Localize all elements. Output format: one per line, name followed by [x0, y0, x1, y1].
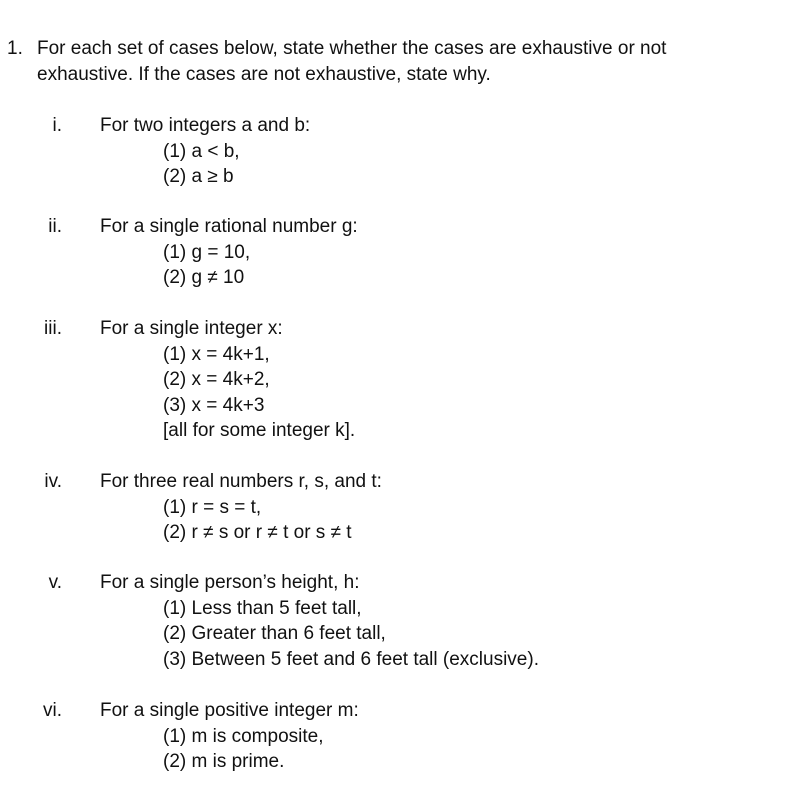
- question-prompt-line-2: exhaustive. If the cases are not exhaustive, state why.: [37, 63, 491, 85]
- item-numeral: iii.: [44, 318, 62, 339]
- case-line: (1) m is composite,: [163, 725, 324, 747]
- case-line: (1) x = 4k+1,: [163, 343, 270, 365]
- case-line: (2) a ≥ b: [163, 166, 234, 187]
- case-line: (2) g ≠ 10: [163, 267, 245, 288]
- case-list: [163, 724, 323, 775]
- case-line: (3) Between 5 feet and 6 feet tall (exclusive).: [163, 648, 539, 670]
- case-list: [163, 240, 250, 291]
- case-line: (1) r = s = t,: [163, 496, 262, 518]
- case-line: (2) Greater than 6 feet tall,: [163, 623, 386, 644]
- item-numeral: ii.: [48, 216, 62, 237]
- case-line: (1) a < b,: [163, 140, 240, 162]
- case-line: (2) x = 4k+2,: [163, 369, 270, 390]
- item-lead: For a single integer x:: [100, 318, 283, 339]
- item-lead: For three real numbers r, s, and t:: [100, 471, 382, 492]
- question-number: 1.: [7, 38, 23, 59]
- question-prompt: [37, 36, 777, 87]
- case-line: (2) r ≠ s or r ≠ t or s ≠ t: [163, 522, 352, 543]
- item-lead: For a single rational number g:: [100, 216, 358, 237]
- case-line: (3) x = 4k+3: [163, 394, 265, 416]
- case-list: [163, 495, 352, 546]
- item-numeral: iv.: [44, 471, 62, 492]
- case-list: [163, 342, 355, 444]
- item-lead: For a single positive integer m:: [100, 700, 359, 721]
- case-line: (1) Less than 5 feet tall,: [163, 597, 362, 619]
- item-numeral: vi.: [43, 700, 62, 721]
- item-numeral: v.: [48, 572, 62, 593]
- item-numeral: i.: [52, 115, 62, 136]
- case-line: [all for some integer k].: [163, 420, 356, 441]
- case-list: [163, 596, 539, 673]
- item-lead: For a single person’s height, h:: [100, 572, 360, 593]
- case-line: (2) m is prime.: [163, 751, 285, 772]
- item-lead: For two integers a and b:: [100, 115, 311, 136]
- case-line: (1) g = 10,: [163, 241, 251, 263]
- case-list: [163, 139, 240, 190]
- question-prompt-line-1: For each set of cases below, state whether the cases are exhaustive or not: [37, 38, 667, 59]
